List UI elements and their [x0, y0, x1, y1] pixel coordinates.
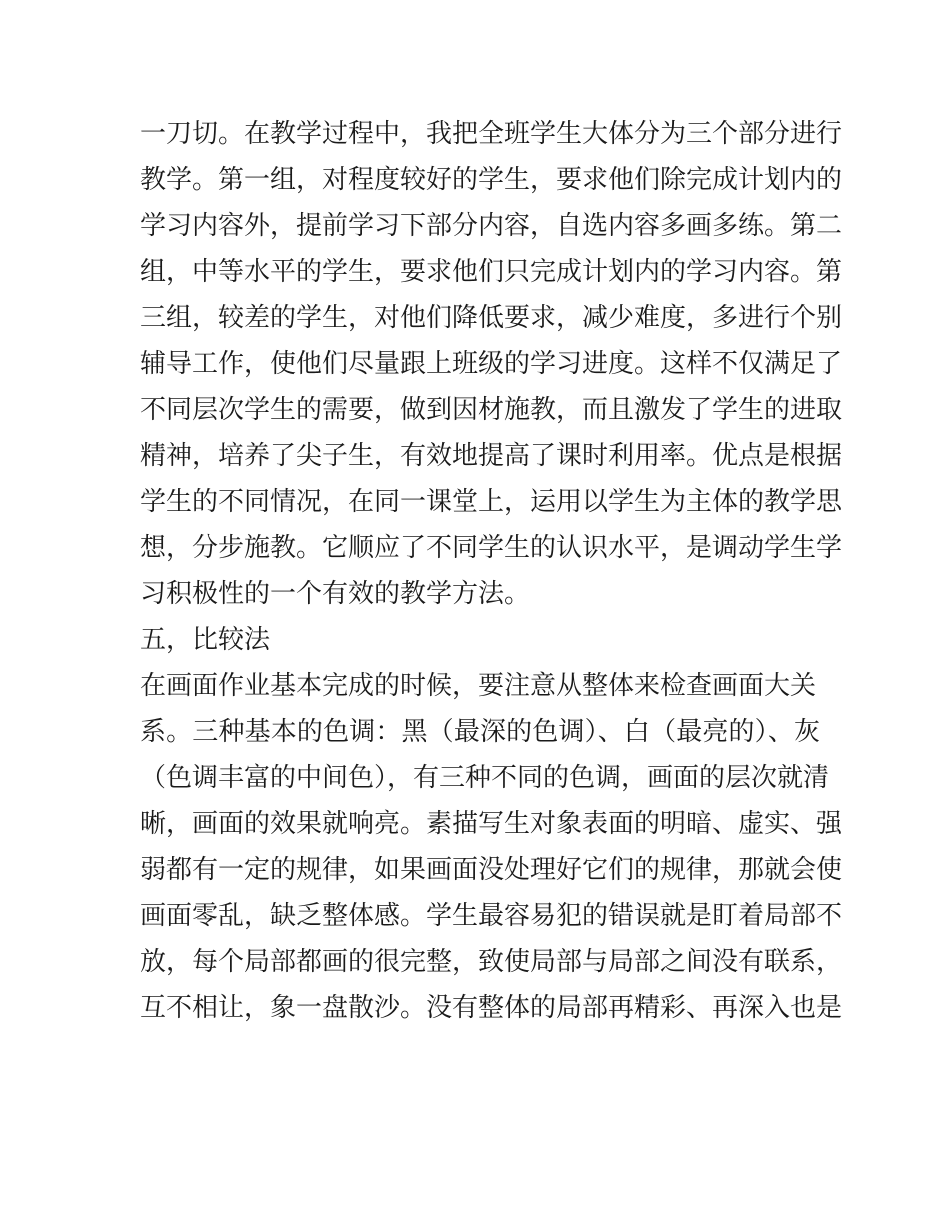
- text-line: 放，每个局部都画的很完整，致使局部与局部之间没有联系，: [140, 947, 843, 977]
- text-line: 系。三种基本的色调：黑（最深的色调）、白（最亮的）、灰: [140, 717, 820, 747]
- text-line: 想，分步施教。它顺应了不同学生的认识水平，是调动学生学: [140, 533, 843, 563]
- text-line: 互不相让，象一盘散沙。没有整体的局部再精彩、再深入也是: [140, 993, 843, 1023]
- text-line: 晰，画面的效果就响亮。素描写生对象表面的明暗、虚实、强: [140, 809, 843, 839]
- text-line: 教学。第一组，对程度较好的学生，要求他们除完成计划内的: [140, 165, 843, 195]
- text-line: 组，中等水平的学生，要求他们只完成计划内的学习内容。第: [140, 257, 843, 287]
- text-line: 画面零乱，缺乏整体感。学生最容易犯的错误就是盯着局部不: [140, 901, 843, 931]
- text-line: 习积极性的一个有效的教学方法。: [140, 579, 531, 609]
- text-line: 精神，培养了尖子生，有效地提高了课时利用率。优点是根据: [140, 441, 843, 471]
- text-line: 三组，较差的学生，对他们降低要求，减少难度，多进行个别: [140, 303, 843, 333]
- text-line: 辅导工作，使他们尽量跟上班级的学习进度。这样不仅满足了: [140, 349, 843, 379]
- text-line: 学习内容外，提前学习下部分内容，自选内容多画多练。第二: [140, 211, 843, 241]
- text-line: 不同层次学生的需要，做到因材施教，而且激发了学生的进取: [140, 395, 843, 425]
- text-line: 在画面作业基本完成的时候，要注意从整体来检查画面大关: [140, 671, 817, 701]
- text-line: 学生的不同情况，在同一课堂上，运用以学生为主体的教学思: [140, 487, 843, 517]
- document-body: [140, 111, 843, 1031]
- text-line: 弱都有一定的规律，如果画面没处理好它们的规律，那就会使: [140, 855, 843, 885]
- text-line: 一刀切。在教学过程中，我把全班学生大体分为三个部分进行: [140, 119, 843, 149]
- section-heading: 五，比较法: [140, 625, 271, 655]
- text-line: （色调丰富的中间色），有三种不同的色调，画面的层次就清: [140, 763, 830, 793]
